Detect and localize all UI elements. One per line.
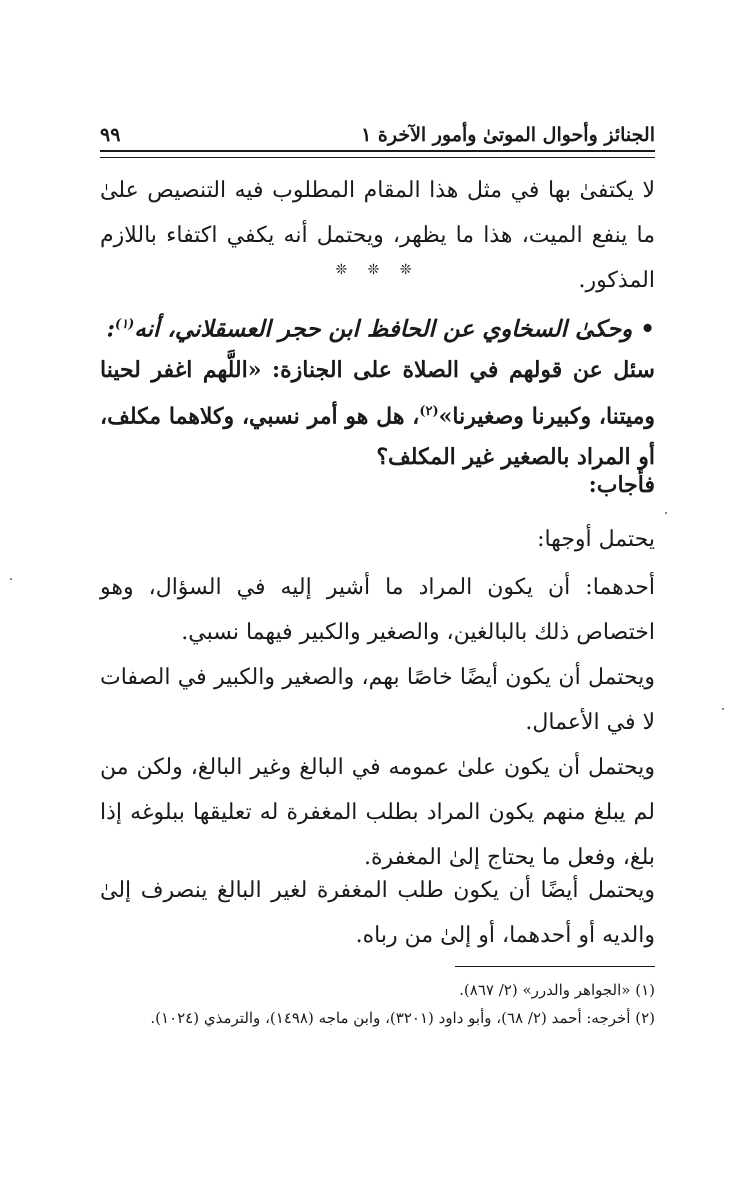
answer-label: فأجاب: [588,472,655,498]
section-separator: ❊ ❊ ❊ [335,262,420,278]
answer-third: ويحتمل أن يكون علىٰ عمومه في البالغ وغير البالغ، ولكن من لم يبلغ منهم يكون المراد بطلب المغفرة له تعليقها ببلوغه إذا بلغ، وفعل ما يحتاج إلىٰ المغفرة. [100,755,656,870]
footnote-rule [455,966,655,967]
answer-second: ويحتمل أن يكون أيضًا خاصًا بهم، والصغير والكبير في الصفات لا في الأعمال. [100,665,655,735]
paragraph-continuation: لا يكتفىٰ بها في مثل هذا المقام المطلوب فيه التنصيص علىٰ ما ينفع الميت، هذا ما يظهر، ويحتمل أنه يكفي اكتفاء باللازم المذكور. [100,178,655,293]
running-title: الجنائز وأحوال الموتىٰ وأمور الآخرة ١ [361,124,655,146]
section-heading [100,305,655,350]
question-text-a: سئل عن قولهم في الصلاة على الجنازة: «اللَّهم اغفر لحينا وميتنا، وكبيرنا وصغيرنا» [100,357,656,430]
footnote-ref-1[interactable]: (١) [115,317,135,332]
header-rule [100,150,655,158]
running-header [100,112,655,146]
footnote-ref-2[interactable]: (٢) [419,404,439,419]
footnote-2: (٢) أخرجه: أحمد (٢/ ٦٨)، وأبو داود (٣٢٠١)، وابن ماجه (١٤٩٨)، والترمذي (١٠٢٤). [150,1009,655,1027]
footnote-1: (١) «الجواهر والدرر» (٢/ ٨٦٧). [459,981,655,999]
answer-intro: يحتمل أوجها: [537,527,655,552]
scan-speck [722,708,724,710]
heading-text: • وحكىٰ السخاوي عن الحافظ ابن حجر العسقلاني، أنه [134,315,655,343]
answer-fourth: ويحتمل أيضًا أن يكون طلب المغفرة لغير البالغ ينصرف إلىٰ والديه أو أحدهما، أو إلىٰ من رباه. [100,878,655,948]
scan-speck [665,512,667,514]
question-paragraph [100,350,655,478]
scan-speck [10,578,12,580]
answer-first: أحدهما: أن يكون المراد ما أشير إليه في السؤال، وهو اختصاص ذلك بالبالغين، والصغير والكبير فيهما نسبي. [100,575,655,645]
question-text-b: ، هل هو أمر نسبي، وكلاهما مكلف، أو المراد بالصغير غير المكلف؟ [100,403,655,471]
page-number: ٩٩ [100,124,121,146]
footnotes [100,976,655,1032]
heading-colon: : [106,315,115,343]
